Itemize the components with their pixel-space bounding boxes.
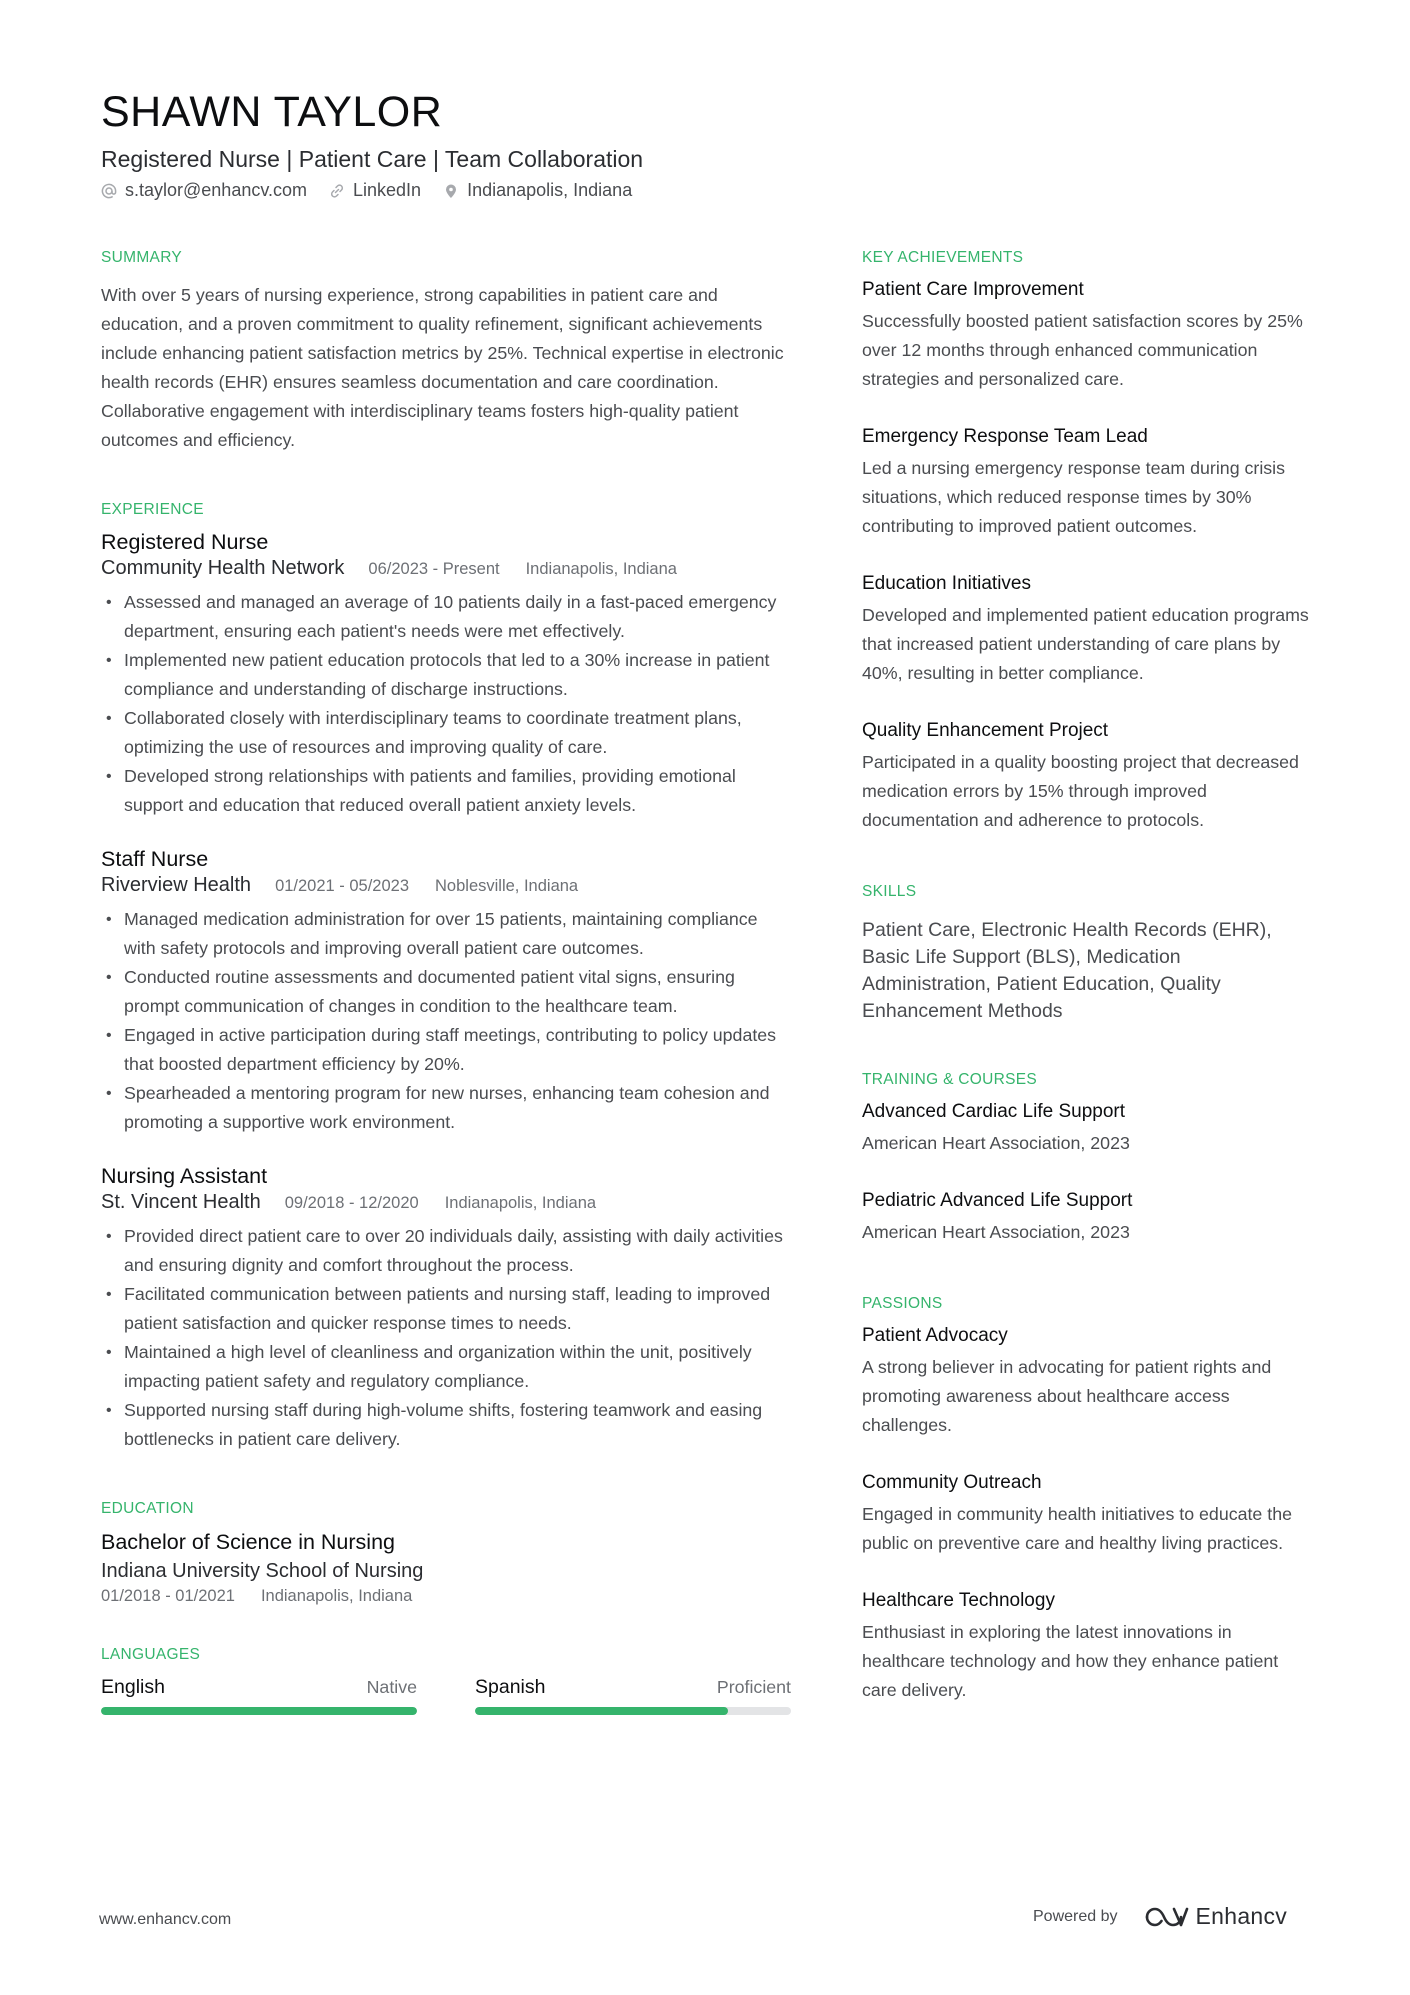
job-company: Community Health Network xyxy=(101,557,345,579)
experience-section xyxy=(101,501,791,1454)
passion-item xyxy=(862,1588,1312,1705)
job-title: Registered Nurse xyxy=(101,530,269,554)
contact-linkedin[interactable] xyxy=(329,180,421,201)
summary-section xyxy=(101,249,791,455)
language-proficiency-bar xyxy=(101,1707,417,1715)
passion-item xyxy=(862,1323,1312,1440)
language-header xyxy=(475,1676,791,1699)
left-column xyxy=(101,249,791,1715)
location-pin-icon xyxy=(443,183,459,199)
language-proficiency-fill xyxy=(475,1707,728,1715)
at-icon xyxy=(101,183,117,199)
list-item: • Spearheaded a mentoring program for new nurses, enhancing team cohesion and promoting a supportive work environment. xyxy=(101,1079,791,1137)
training-title: Advanced Cardiac Life Support xyxy=(862,1101,1125,1122)
education-section xyxy=(101,1500,791,1606)
job-company: Riverview Health xyxy=(101,874,252,896)
list-item: • Supported nursing staff during high-volume shifts, fostering teamwork and easing bottlenecks in patient care delivery. xyxy=(101,1396,791,1454)
achievement-desc: Successfully boosted patient satisfaction scores by 25% over 12 months through enhanced communication strategies and personalized care. xyxy=(862,311,1303,389)
training-desc: American Heart Association, 2023 xyxy=(862,1222,1130,1242)
list-item: • Managed medication administration for over 15 patients, maintaining compliance with safety protocols and improving overall patient care outcomes. xyxy=(101,905,791,963)
training-desc: American Heart Association, 2023 xyxy=(862,1133,1130,1153)
training-title: Pediatric Advanced Life Support xyxy=(862,1190,1133,1211)
language-level: Proficient xyxy=(716,1677,791,1697)
achievement-title: Emergency Response Team Lead xyxy=(862,426,1148,447)
achievement-item xyxy=(862,718,1312,835)
achievement-desc: Developed and implemented patient education programs that increased patient understanding of care plans by 40%, resulting in better compliance. xyxy=(862,605,1309,683)
language-item xyxy=(475,1676,791,1715)
passion-title: Patient Advocacy xyxy=(862,1325,1008,1346)
section-title-education: EDUCATION xyxy=(101,1500,194,1517)
job-location: Indianapolis, Indiana xyxy=(444,1194,597,1212)
education-location: Indianapolis, Indiana xyxy=(260,1587,413,1605)
job-dates: 09/2018 - 12/2020 xyxy=(284,1194,419,1212)
contact-location-text: Indianapolis, Indiana xyxy=(467,180,633,200)
list-item: • Facilitated communication between patients and nursing staff, leading to improved patient satisfaction and quicker response times to needs. xyxy=(101,1280,791,1338)
contact-email-text: s.taylor@enhancv.com xyxy=(125,180,308,200)
job-title: Nursing Assistant xyxy=(101,1164,268,1188)
language-name: Spanish xyxy=(475,1676,546,1698)
achievement-desc: Led a nursing emergency response team during crisis situations, which reduced response times by 30% contributing to improved patient outcomes. xyxy=(862,458,1286,536)
powered-by[interactable] xyxy=(1033,1903,1287,1930)
language-header xyxy=(101,1676,417,1699)
enhancv-wordmark: Enhancv xyxy=(1195,1903,1288,1929)
experience-item xyxy=(101,846,791,1137)
list-item: • Conducted routine assessments and documented patient vital signs, ensuring prompt communication of changes in condition to the healthcare team. xyxy=(101,963,791,1021)
achievement-title: Education Initiatives xyxy=(862,573,1031,594)
training-section xyxy=(862,1071,1312,1247)
list-item: • Provided direct patient care to over 20 individuals daily, assisting with daily activities and ensuring dignity and comfort throughout the process. xyxy=(101,1222,791,1280)
education-dates: 01/2018 - 01/2021 xyxy=(101,1587,235,1605)
passion-desc: A strong believer in advocating for patient rights and promoting awareness about healthcare access challenges. xyxy=(862,1357,1272,1435)
candidate-name: SHAWN TAYLOR xyxy=(101,88,443,136)
job-bullets xyxy=(101,1222,791,1454)
contact-email[interactable] xyxy=(101,180,307,201)
passion-desc: Enthusiast in exploring the latest innovations in healthcare technology and how they enhance patient care delivery. xyxy=(862,1622,1279,1700)
section-title-key-achievements: KEY ACHIEVEMENTS xyxy=(862,249,1024,266)
enhancv-logo xyxy=(1144,1903,1288,1930)
language-proficiency-bar xyxy=(475,1707,791,1715)
language-level: Native xyxy=(366,1677,417,1697)
languages-list xyxy=(101,1676,791,1715)
skills-text: Patient Care, Electronic Health Records (EHR), Basic Life Support (BLS), Medication Administration, Patient Education, Quality Enhancement Methods xyxy=(862,919,1272,1022)
job-title: Staff Nurse xyxy=(101,847,209,871)
passions-section xyxy=(862,1295,1312,1705)
key-achievements-section xyxy=(862,249,1312,835)
skills-section xyxy=(862,883,1312,1025)
powered-by-label: Powered by xyxy=(1033,1907,1118,1925)
list-item: • Developed strong relationships with patients and families, providing emotional support and education that reduced overall patient anxiety levels. xyxy=(101,762,791,820)
list-item: • Assessed and managed an average of 10 patients daily in a fast-paced emergency department, ensuring each patient's needs were met effectively. xyxy=(101,588,791,646)
achievement-item xyxy=(862,424,1312,541)
training-item xyxy=(862,1188,1312,1247)
right-column xyxy=(862,249,1312,1735)
job-location: Indianapolis, Indiana xyxy=(525,560,677,578)
training-item xyxy=(862,1099,1312,1158)
section-title-summary: SUMMARY xyxy=(101,249,183,266)
achievement-desc: Participated in a quality boosting project that decreased medication errors by 15% through improved documentation and adherence to protocols. xyxy=(862,752,1299,830)
passion-item xyxy=(862,1470,1312,1558)
achievement-item xyxy=(862,277,1312,394)
job-location: Noblesville, Indiana xyxy=(435,877,579,895)
job-dates: 06/2023 - Present xyxy=(368,560,500,578)
experience-item xyxy=(101,529,791,820)
section-title-passions: PASSIONS xyxy=(862,1295,943,1312)
job-meta xyxy=(101,1191,791,1214)
job-bullets xyxy=(101,905,791,1137)
list-item: • Engaged in active participation during staff meetings, contributing to policy updates that boosted department efficiency by 20%. xyxy=(101,1021,791,1079)
contact-location xyxy=(443,180,632,201)
section-title-experience: EXPERIENCE xyxy=(101,501,204,518)
enhancv-logo-icon xyxy=(1144,1905,1190,1929)
language-proficiency-fill xyxy=(101,1707,417,1715)
job-dates: 01/2021 - 05/2023 xyxy=(275,877,410,895)
contact-linkedin-text: LinkedIn xyxy=(353,180,422,200)
job-company: St. Vincent Health xyxy=(101,1191,261,1213)
section-title-training: TRAINING & COURSES xyxy=(862,1071,1038,1088)
language-item xyxy=(101,1676,417,1715)
education-meta xyxy=(101,1587,791,1606)
passion-desc: Engaged in community health initiatives to educate the public on preventive care and healthy living practices. xyxy=(862,1504,1292,1553)
job-bullets xyxy=(101,588,791,820)
education-degree: Bachelor of Science in Nursing xyxy=(101,1530,395,1554)
list-item: • Collaborated closely with interdisciplinary teams to coordinate treatment plans, optimizing the use of resources and improving quality of care. xyxy=(101,704,791,762)
candidate-tagline: Registered Nurse | Patient Care | Team Collaboration xyxy=(101,146,644,172)
job-meta xyxy=(101,557,791,580)
link-icon xyxy=(329,183,345,199)
experience-item xyxy=(101,1163,791,1454)
passion-title: Community Outreach xyxy=(862,1472,1042,1493)
education-school: Indiana University School of Nursing xyxy=(101,1560,424,1582)
achievement-title: Patient Care Improvement xyxy=(862,279,1084,300)
section-title-languages: LANGUAGES xyxy=(101,1646,201,1663)
achievement-title: Quality Enhancement Project xyxy=(862,720,1109,741)
list-item: • Maintained a high level of cleanliness and organization within the unit, positively impacting patient safety and regulatory compliance. xyxy=(101,1338,791,1396)
list-item: • Implemented new patient education protocols that led to a 30% increase in patient compliance and understanding of discharge instructions. xyxy=(101,646,791,704)
section-title-skills: SKILLS xyxy=(862,883,917,900)
achievement-item xyxy=(862,571,1312,688)
language-name: English xyxy=(101,1676,165,1698)
summary-text: With over 5 years of nursing experience, strong capabilities in patient care and education, and a proven commitment to quality refinement, significant achievements include enhancing patient satisfaction metrics by 25%. Technical expertise in electronic health records (EHR) ensures seamless documentation and care coordination. Collaborative engagement with interdisciplinary teams fosters high-quality patient outcomes and efficiency. xyxy=(101,285,784,450)
contact-row xyxy=(101,180,654,201)
passion-title: Healthcare Technology xyxy=(862,1590,1055,1611)
job-meta xyxy=(101,874,791,897)
languages-section xyxy=(101,1646,791,1715)
footer-website-link[interactable]: www.enhancv.com xyxy=(99,1911,232,1928)
